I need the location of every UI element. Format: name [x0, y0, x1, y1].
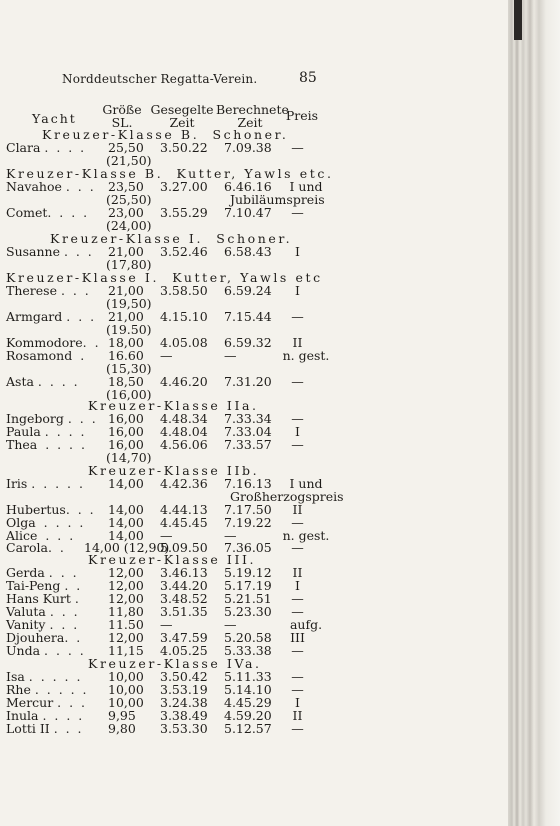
prize: — — [291, 411, 304, 426]
sailed-time: 4.48.04 — [160, 424, 208, 439]
section-title: Kreuzer-Klasse IVa. — [88, 656, 262, 671]
running-header: Norddeutscher Regatta-Verein. — [62, 72, 258, 86]
size-corrected: (24,00) — [106, 218, 152, 233]
yacht-name — [6, 283, 89, 298]
corrected-time: 6.59.32 — [224, 335, 272, 350]
corrected-time: 5.20.58 — [224, 630, 272, 645]
sailed-time: 4.05.25 — [160, 643, 208, 658]
prize: — — [291, 604, 304, 619]
size-value: 11,15 — [108, 643, 144, 658]
yacht-name-text: Gerda — [6, 565, 45, 580]
size-corrected: (16,00) — [106, 387, 152, 402]
yacht-name-text: Asta — [6, 374, 34, 389]
sailed-time: 4.42.36 — [160, 476, 208, 491]
sailed-time: 3.48.52 — [160, 591, 208, 606]
leader-dots: . — [70, 591, 79, 606]
corrected-time: 7.10.47 — [224, 205, 272, 220]
yacht-name — [6, 437, 85, 452]
yacht-name-text: Valuta — [6, 604, 46, 619]
corrected-time: 7.36.05 — [224, 540, 272, 555]
prize: n. gest. — [282, 348, 330, 363]
size-corrected: (14,70) — [106, 450, 152, 465]
yacht-name-text: Therese — [6, 283, 57, 298]
corrected-time: 7.17.50 — [224, 502, 272, 517]
size-value: 23,50 — [108, 179, 144, 194]
yacht-name — [6, 374, 78, 389]
size-value: 18,00 — [108, 335, 144, 350]
prize: — — [291, 721, 304, 736]
size-value: 12,00 — [108, 578, 144, 593]
size-value: 16.60 — [108, 348, 144, 363]
yacht-name-text: Carola — [6, 540, 48, 555]
leader-dots: . . . . — [40, 140, 85, 155]
corrected-time: 5.12.57 — [224, 721, 272, 736]
page-edges — [508, 0, 560, 826]
yacht-name — [6, 643, 84, 658]
page-number: 85 — [299, 70, 317, 86]
leader-dots: . . . — [49, 721, 82, 736]
yacht-name-text: Djouhera — [6, 630, 65, 645]
leader-dots: . . . — [37, 528, 74, 543]
prize: — — [291, 643, 304, 658]
corrected-time: — — [224, 348, 237, 363]
corrected-time: 5.21.51 — [224, 591, 272, 606]
leader-dots: . . . . . — [24, 669, 81, 684]
sailed-time: — — [160, 348, 173, 363]
leader-dots: . . . — [56, 283, 89, 298]
sailed-time: — — [160, 528, 173, 543]
corrected-time: 5.23.30 — [224, 604, 272, 619]
section-title: Kreuzer-Klasse I. Schoner. — [50, 231, 293, 246]
corrected-time: 7.15.44 — [224, 309, 272, 324]
leader-dots: . . — [82, 335, 99, 350]
sailed-time: 4.48.34 — [160, 411, 208, 426]
size-value: 14,00 — [108, 476, 144, 491]
corrected-time: 4.45.29 — [224, 695, 272, 710]
column-header-gesegelte-zeit: Gesegelte Zeit — [150, 102, 214, 130]
leader-dots: . . . — [45, 604, 78, 619]
size-value: 10,00 — [108, 682, 144, 697]
prize: — — [291, 591, 304, 606]
sailed-time: 3.27.00 — [160, 179, 208, 194]
corrected-time: 4.59.20 — [224, 708, 272, 723]
sailed-time: 3.52.46 — [160, 244, 208, 259]
prize: — — [291, 140, 304, 155]
prize: — — [291, 669, 304, 684]
prize: II — [292, 502, 303, 517]
corrected-time: 5.33.38 — [224, 643, 272, 658]
prize: — — [291, 205, 304, 220]
yacht-name-text: Paula — [6, 424, 41, 439]
size-value: 12,00 — [108, 630, 144, 645]
sailed-time: 3.24.38 — [160, 695, 208, 710]
column-header-groesse: Größe SL. — [102, 102, 142, 130]
section-title: Kreuzer-Klasse B. Kutter, Yawls etc. — [6, 166, 334, 181]
size-value: 12,00 — [108, 565, 144, 580]
prize: I und — [289, 476, 323, 491]
prize: — — [291, 682, 304, 697]
yacht-name-text: Ingeborg — [6, 411, 64, 426]
prize: I — [295, 283, 300, 298]
sailed-time: 3.44.20 — [160, 578, 208, 593]
column-header-berechnete-zeit: Berechnete Zeit — [216, 102, 289, 130]
corrected-time: 7.33.57 — [224, 437, 272, 452]
size-corrected: (25,50) — [106, 192, 152, 207]
yacht-name-text: Rhe — [6, 682, 31, 697]
prize: — — [291, 437, 304, 452]
leader-dots: . . . . . — [27, 476, 83, 491]
size-value: 9,95 — [108, 708, 136, 723]
section-title: Kreuzer-Klasse B. Schoner. — [42, 127, 289, 142]
prize: I und — [289, 179, 323, 194]
sailed-time: — — [160, 617, 173, 632]
leader-dots: . . . — [44, 565, 77, 580]
yacht-name — [6, 205, 87, 220]
sailed-time: 3.46.13 — [160, 565, 208, 580]
size-value: 23,00 — [108, 205, 144, 220]
size-value: 18,50 — [108, 374, 144, 389]
leader-dots: . . . . — [47, 205, 88, 220]
corrected-time: 7.33.34 — [224, 411, 272, 426]
corrected-time: 6.46.16 — [224, 179, 272, 194]
size-value: 16,00 — [108, 411, 144, 426]
corrected-time: — — [224, 617, 237, 632]
corrected-time: — — [224, 528, 237, 543]
sailed-time: 3.51.35 — [160, 604, 208, 619]
size-corrected: (17,80) — [106, 257, 152, 272]
sailed-time: 3.53.19 — [160, 682, 208, 697]
sailed-time: 4.56.06 — [160, 437, 208, 452]
corrected-time: 5.19.12 — [224, 565, 272, 580]
size-corrected: (19.50) — [106, 322, 152, 337]
sailed-time: 3.58.50 — [160, 283, 208, 298]
sailed-time: 3.47.59 — [160, 630, 208, 645]
yacht-name — [6, 140, 84, 155]
leader-dots: . . — [60, 578, 81, 593]
size-value: 10,00 — [108, 669, 144, 684]
sailed-time: 5.09.50 — [160, 540, 208, 555]
corrected-time: 7.31.20 — [224, 374, 272, 389]
leader-dots: . . . . — [33, 374, 78, 389]
yacht-name-text: Mercur — [6, 695, 54, 710]
prize: — — [291, 374, 304, 389]
prize: — — [291, 309, 304, 324]
corrected-time: 5.14.10 — [224, 682, 272, 697]
size-value: 16,00 — [108, 424, 144, 439]
leader-dots: . — [72, 348, 85, 363]
sailed-time: 3.55.29 — [160, 205, 208, 220]
yacht-name-text: Inula — [6, 708, 39, 723]
size-corrected: (21,50) — [106, 153, 152, 168]
yacht-name-text: Lotti II — [6, 721, 50, 736]
size-value: 11,80 — [108, 604, 144, 619]
yacht-name — [6, 309, 94, 324]
corrected-time: 7.16.13 — [224, 476, 272, 491]
yacht-name-text: Isa — [6, 669, 25, 684]
size-value: 14,00 (12,90) — [84, 540, 170, 555]
sailed-time: 4.15.10 — [160, 309, 208, 324]
yacht-name-text: Comet — [6, 205, 48, 220]
yacht-name-text: Alice — [6, 528, 38, 543]
corrected-time: 7.33.04 — [224, 424, 272, 439]
leader-dots: . . . — [65, 502, 94, 517]
section-title: Kreuzer-Klasse IIb. — [88, 463, 260, 478]
leader-dots: . . . — [59, 244, 92, 259]
leader-dots: . . — [47, 540, 64, 555]
leader-dots: . . . . — [35, 515, 84, 530]
column-header-preis: Preis — [285, 108, 319, 123]
yacht-name — [6, 179, 94, 194]
prize: II — [292, 708, 303, 723]
yacht-name-text: Olga — [6, 515, 36, 530]
prize: aufg. — [289, 617, 323, 632]
sailed-time: 4.05.08 — [160, 335, 208, 350]
prize-extra: Jubiläumspreis — [230, 192, 325, 207]
size-value: 10,00 — [108, 695, 144, 710]
prize: I — [295, 578, 300, 593]
corrected-time: 5.11.33 — [224, 669, 272, 684]
yacht-name-text: Iris — [6, 476, 28, 491]
yacht-name-text: Hans Kurt — [6, 591, 71, 606]
leader-dots: . . . . — [38, 708, 83, 723]
leader-dots: . . . . . — [30, 682, 87, 697]
yacht-name-text: Clara — [6, 140, 41, 155]
leader-dots: . . . . — [40, 643, 84, 658]
yacht-name — [6, 476, 83, 491]
column-header-yacht: Yacht — [32, 111, 77, 126]
yacht-name — [6, 244, 92, 259]
leader-dots: . . . — [63, 411, 96, 426]
yacht-name-text: Thea — [6, 437, 38, 452]
sailed-time: 3.38.49 — [160, 708, 208, 723]
yacht-name-text: Unda — [6, 643, 41, 658]
size-value: 25,50 — [108, 140, 144, 155]
yacht-name-text: Susanne — [6, 244, 60, 259]
sailed-time: 3.53.30 — [160, 721, 208, 736]
size-value: 12,00 — [108, 591, 144, 606]
leader-dots: . . — [64, 630, 81, 645]
size-value: 9,80 — [108, 721, 136, 736]
corrected-time: 6.59.24 — [224, 283, 272, 298]
size-corrected: (15,30) — [106, 361, 152, 376]
prize: I — [295, 244, 300, 259]
size-corrected: (19,50) — [106, 296, 152, 311]
prize: II — [292, 565, 303, 580]
sailed-time: 4.46.20 — [160, 374, 208, 389]
leader-dots: . . . . — [40, 424, 85, 439]
yacht-name-text: Armgard — [6, 309, 63, 324]
size-value: 21,00 — [108, 283, 144, 298]
corrected-time: 7.19.22 — [224, 515, 272, 530]
yacht-name — [6, 540, 64, 555]
yacht-name-text: Kommodore — [6, 335, 83, 350]
yacht-name — [6, 348, 84, 363]
size-value: 11.50 — [108, 617, 144, 632]
size-value: 14,00 — [108, 528, 144, 543]
leader-dots: . . . — [61, 179, 94, 194]
prize: — — [291, 540, 304, 555]
size-value: 21,00 — [108, 244, 144, 259]
corrected-time: 6.58.43 — [224, 244, 272, 259]
yacht-name-text: Hubertus — [6, 502, 66, 517]
yacht-name-text: Vanity — [6, 617, 46, 632]
prize: — — [291, 515, 304, 530]
prize: I — [295, 695, 300, 710]
sailed-time: 3.50.22 — [160, 140, 208, 155]
prize: II — [292, 335, 303, 350]
section-title: Kreuzer-Klasse III. — [88, 552, 257, 567]
sailed-time: 3.50.42 — [160, 669, 208, 684]
prize: n. gest. — [282, 528, 330, 543]
section-title: Kreuzer-Klasse IIa. — [88, 398, 259, 413]
yacht-name-text: Navahoe — [6, 179, 62, 194]
yacht-name-text: Rosamond — [6, 348, 73, 363]
size-value: 14,00 — [108, 502, 144, 517]
prize: I — [295, 424, 300, 439]
corrected-time: 5.17.19 — [224, 578, 272, 593]
size-value: 21,00 — [108, 309, 144, 324]
prize-extra: Großherzogspreis — [230, 489, 344, 504]
sailed-time: 4.44.13 — [160, 502, 208, 517]
size-value: 16,00 — [108, 437, 144, 452]
size-value: 14,00 — [108, 515, 144, 530]
leader-dots: . . . . — [37, 437, 85, 452]
yacht-name-text: Tai-Peng — [6, 578, 61, 593]
section-title: Kreuzer-Klasse I. Kutter, Yawls etc — [6, 270, 323, 285]
leader-dots: . . . — [53, 695, 85, 710]
leader-dots: . . . — [62, 309, 95, 324]
prize: III — [290, 630, 305, 645]
corrected-time: 7.09.38 — [224, 140, 272, 155]
leader-dots: . . . — [45, 617, 78, 632]
sailed-time: 4.45.45 — [160, 515, 208, 530]
yacht-name — [6, 721, 82, 736]
